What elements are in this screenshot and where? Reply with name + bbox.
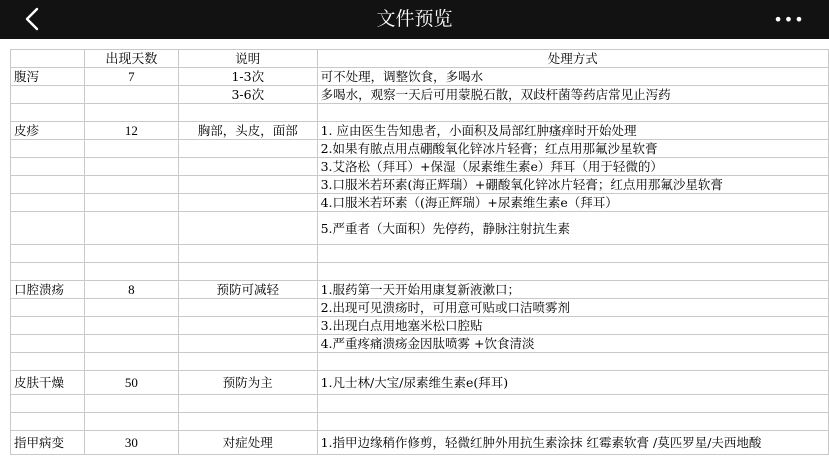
- treatment-cell: 5.严重者（大面积）先停药，静脉注射抗生素: [317, 212, 828, 245]
- days-cell: [84, 335, 178, 353]
- symptom-cell: [11, 395, 85, 413]
- treatment-cell: 可不处理，调整饮食，多喝水: [317, 68, 828, 86]
- days-cell: [84, 104, 178, 122]
- days-cell: [84, 413, 178, 431]
- days-cell: [84, 245, 178, 263]
- table-row: [11, 431, 829, 455]
- note-cell: 对症处理: [178, 431, 317, 455]
- symptom-cell: [11, 158, 85, 176]
- table-row: [11, 104, 829, 122]
- treatment-cell: [317, 413, 828, 431]
- days-cell: 7: [84, 68, 178, 86]
- days-cell: [84, 158, 178, 176]
- symptom-cell: [11, 245, 85, 263]
- note-cell: [178, 176, 317, 194]
- table-row: [11, 395, 829, 413]
- treatment-cell: 1.服药第一天开始用康复新液漱口；: [317, 281, 828, 299]
- symptom-cell: 皮肤干燥: [11, 371, 85, 395]
- treatment-cell: [317, 245, 828, 263]
- note-cell: [178, 395, 317, 413]
- note-cell: 预防可减轻: [178, 281, 317, 299]
- treatment-cell: 4.严重疼痛溃疡金因肽喷雾 +饮食清淡: [317, 335, 828, 353]
- days-cell: [84, 299, 178, 317]
- table-row: [11, 263, 829, 281]
- table-row: [11, 317, 829, 335]
- table-row: [11, 281, 829, 299]
- table-row: [11, 212, 829, 245]
- days-cell: [84, 263, 178, 281]
- app-header: [0, 0, 829, 39]
- table-row: [11, 413, 829, 431]
- treatment-cell: [317, 104, 828, 122]
- treatment-cell: 2.如果有脓点用点硼酸氧化锌冰片轻膏；红点用那氟沙星软膏: [317, 140, 828, 158]
- symptom-cell: [11, 194, 85, 212]
- treatment-cell: [317, 395, 828, 413]
- symptom-cell: [11, 263, 85, 281]
- table-row: [11, 245, 829, 263]
- treatment-cell: 3.艾洛松（拜耳）+保湿（尿素维生素e）拜耳（用于轻微的）: [317, 158, 828, 176]
- column-header: 处理方式: [317, 50, 828, 68]
- table-row: [11, 86, 829, 104]
- table-row: [11, 299, 829, 317]
- table-row: [11, 176, 829, 194]
- note-cell: [178, 413, 317, 431]
- treatment-cell: 1.凡士林/大宝/尿素维生素e(拜耳): [317, 371, 828, 395]
- note-cell: [178, 353, 317, 371]
- symptom-cell: [11, 176, 85, 194]
- page-title: 文件预览: [376, 8, 453, 30]
- note-cell: [178, 194, 317, 212]
- treatment-cell: [317, 263, 828, 281]
- spreadsheet-preview: [0, 39, 829, 466]
- note-cell: [178, 158, 317, 176]
- symptom-cell: [11, 140, 85, 158]
- symptom-cell: [11, 86, 85, 104]
- symptom-cell: [11, 353, 85, 371]
- symptom-cell: 口腔溃疡: [11, 281, 85, 299]
- treatment-cell: 3.口服米若环素(海正辉瑞）+硼酸氧化锌冰片轻膏；红点用那氟沙星软膏: [317, 176, 828, 194]
- days-cell: 12: [84, 122, 178, 140]
- note-cell: [178, 317, 317, 335]
- note-cell: [178, 335, 317, 353]
- table-row: [11, 353, 829, 371]
- days-cell: 30: [84, 431, 178, 455]
- treatment-cell: 1.指甲边缘稍作修剪，轻微红肿外用抗生素涂抹 红霉素软膏 /莫匹罗星/夫西地酸: [317, 431, 828, 455]
- symptom-cell: [11, 212, 85, 245]
- table-row: [11, 140, 829, 158]
- symptom-cell: [11, 335, 85, 353]
- treatment-cell: 2.出现可见溃疡时，可用意可贴或口洁喷雾剂: [317, 299, 828, 317]
- note-cell: 预防为主: [178, 371, 317, 395]
- column-header: 出现天数: [84, 50, 178, 68]
- days-cell: [84, 317, 178, 335]
- table-row: [11, 158, 829, 176]
- days-cell: [84, 140, 178, 158]
- symptom-cell: [11, 413, 85, 431]
- table-row: [11, 122, 829, 140]
- symptom-cell: [11, 299, 85, 317]
- treatment-cell: 4.口服米若环素（(海正辉瑞）+尿素维生素e（拜耳）: [317, 194, 828, 212]
- days-cell: 8: [84, 281, 178, 299]
- treatment-cell: 1. 应由医生告知患者，小面积及局部红肿瘙痒时开始处理: [317, 122, 828, 140]
- note-cell: [178, 104, 317, 122]
- column-header: 说明: [178, 50, 317, 68]
- note-cell: [178, 299, 317, 317]
- note-cell: 胸部，头皮，面部: [178, 122, 317, 140]
- treatment-cell: 多喝水，观察一天后可用蒙脱石散，双歧杆菌等药店常见止泻药: [317, 86, 828, 104]
- symptom-cell: 腹泻: [11, 68, 85, 86]
- treatment-table: [10, 49, 829, 455]
- days-cell: [84, 194, 178, 212]
- note-cell: [178, 263, 317, 281]
- days-cell: [84, 176, 178, 194]
- symptom-cell: [11, 317, 85, 335]
- table-row: [11, 335, 829, 353]
- note-cell: [178, 140, 317, 158]
- note-cell: 1-3次: [178, 68, 317, 86]
- table-row: [11, 371, 829, 395]
- symptom-cell: 皮疹: [11, 122, 85, 140]
- note-cell: [178, 245, 317, 263]
- treatment-cell: [317, 353, 828, 371]
- days-cell: [84, 353, 178, 371]
- treatment-cell: 3.出现白点用地塞米松口腔贴: [317, 317, 828, 335]
- note-cell: [178, 212, 317, 245]
- table-row: [11, 68, 829, 86]
- days-cell: 50: [84, 371, 178, 395]
- days-cell: [84, 86, 178, 104]
- symptom-cell: 指甲病变: [11, 431, 85, 455]
- column-header: [11, 50, 85, 68]
- days-cell: [84, 395, 178, 413]
- table-row: [11, 194, 829, 212]
- note-cell: 3-6次: [178, 86, 317, 104]
- symptom-cell: [11, 104, 85, 122]
- days-cell: [84, 212, 178, 245]
- more-options-icon[interactable]: •••: [773, 10, 805, 29]
- table-header-row: [11, 50, 829, 68]
